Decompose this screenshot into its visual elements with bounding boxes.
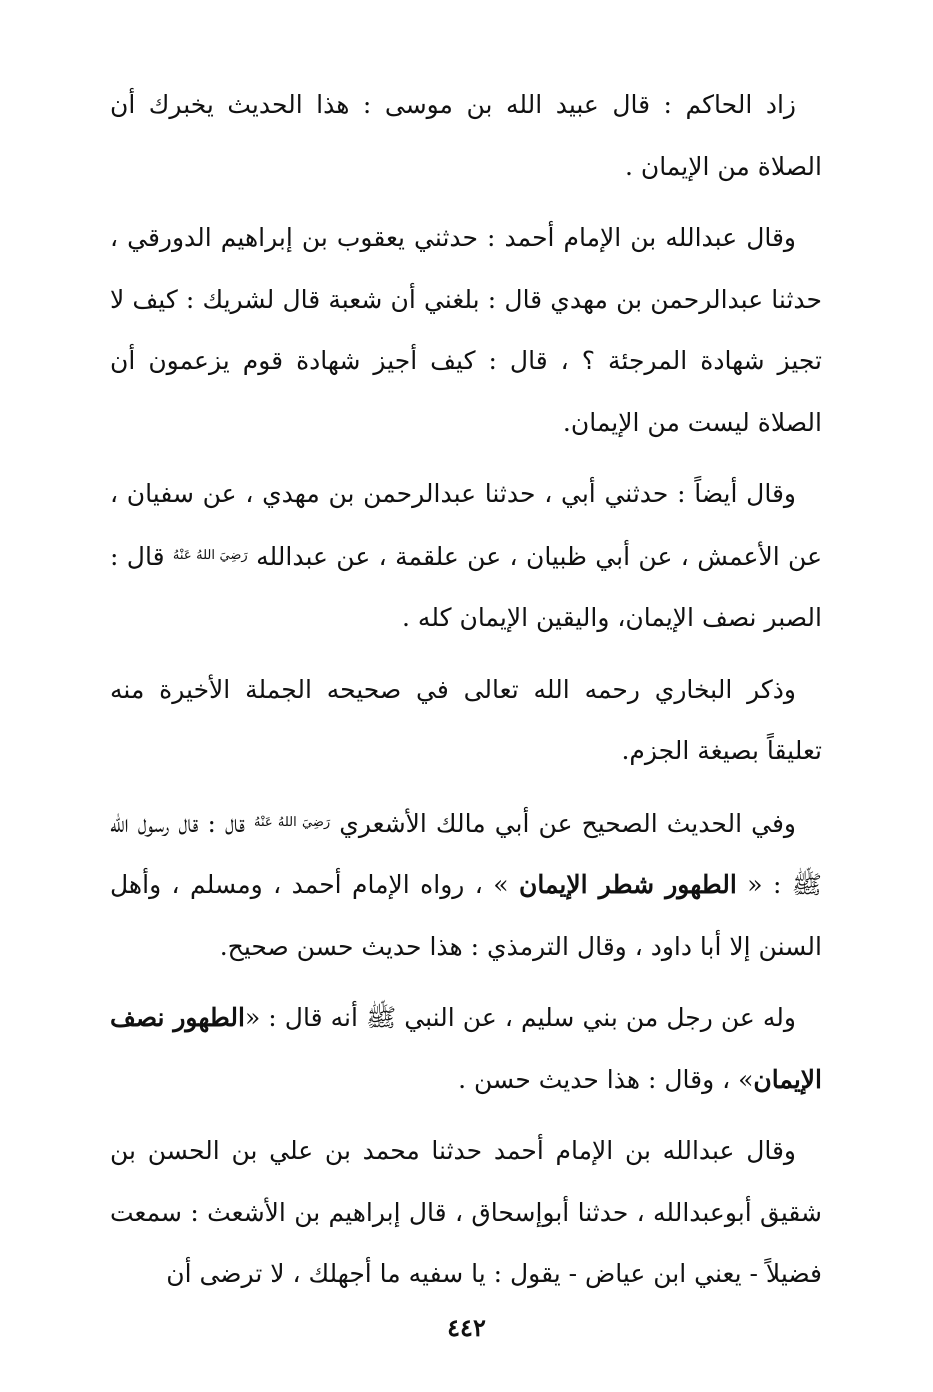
paragraph (110, 659, 822, 782)
paragraph-text: وقال عبدالله بن الإمام أحمد حدثنا محمد بن علي بن الحسن بن شقيق أبوعبدالله ، حدثنا أبوإسحاق ، قال إبراهيم بن الأشعث : سمعت فضيلاً - يعني ابن عياض - يقول : يا سفيه ما أجهلك ، لا ترضى أن (110, 1136, 822, 1288)
hadith-quote: الطهور شطر الإيمان (519, 870, 737, 899)
page-number: ٤٤٢ (447, 1313, 486, 1342)
paragraph (110, 463, 822, 649)
honorific-glyph: رَضِيَ اللهُ عَنْهُ (253, 814, 331, 830)
hadith-quote: الطهور نصف الإيمان (110, 1003, 822, 1094)
page-body (110, 74, 822, 1315)
honorific-glyph: رَضِيَ اللهُ عَنْهُ (172, 547, 248, 563)
paragraph (110, 74, 822, 197)
paragraph-text: وقال أيضاً : حدثني أبي ، حدثنا عبدالرحمن بن مهدي ، عن سفيان ، عن الأعمش ، عن أبي ظبيان ، عن علقمة ، عن عبدالله (110, 479, 822, 571)
paragraph-text: قال : الصبر نصف الإيمان، واليقين الإيمان كله . (110, 541, 822, 632)
paragraph-text: زاد الحاكم : قال عبيد الله بن موسى : هذا الحديث يخبرك أن الصلاة من الإيمان . (110, 90, 822, 181)
paragraph (110, 207, 822, 453)
paragraph-text: وله عن رجل من بني سليم ، عن النبي ﷺ أنه قال : « (244, 1003, 796, 1032)
paragraph-text: وفي الحديث الصحيح عن أبي مالك الأشعري (330, 808, 797, 838)
paragraph-text: » ، وقال : هذا حديث حسن . (458, 1064, 754, 1094)
paragraph-text: وقال عبدالله بن الإمام أحمد : حدثني يعقوب بن إبراهيم الدورقي ، حدثنا عبدالرحمن بن مهدي قال : بلغني أن شعبة قال لشريك : كيف لا تجيز شهادة المرجئة ؟ ، قال : كيف أجيز شهادة قوم يزعمون أن الصلاة ليست من الإيمان. (110, 223, 822, 437)
paragraph (110, 1120, 822, 1305)
paragraph (110, 792, 822, 978)
paragraph-text: قال : قال رسول الله ﷺ : « (110, 808, 822, 899)
paragraph-text: وذكر البخاري رحمه الله تعالى في صحيحه الجملة الأخيرة منه تعليقاً بصيغة الجزم. (110, 674, 822, 765)
paragraph-text: » ، رواه الإمام أحمد ، ومسلم ، وأهل السنن إلا أبا داود ، وقال الترمذي : هذا حديث حسن صحيح. (110, 870, 822, 961)
paragraph (110, 987, 822, 1110)
